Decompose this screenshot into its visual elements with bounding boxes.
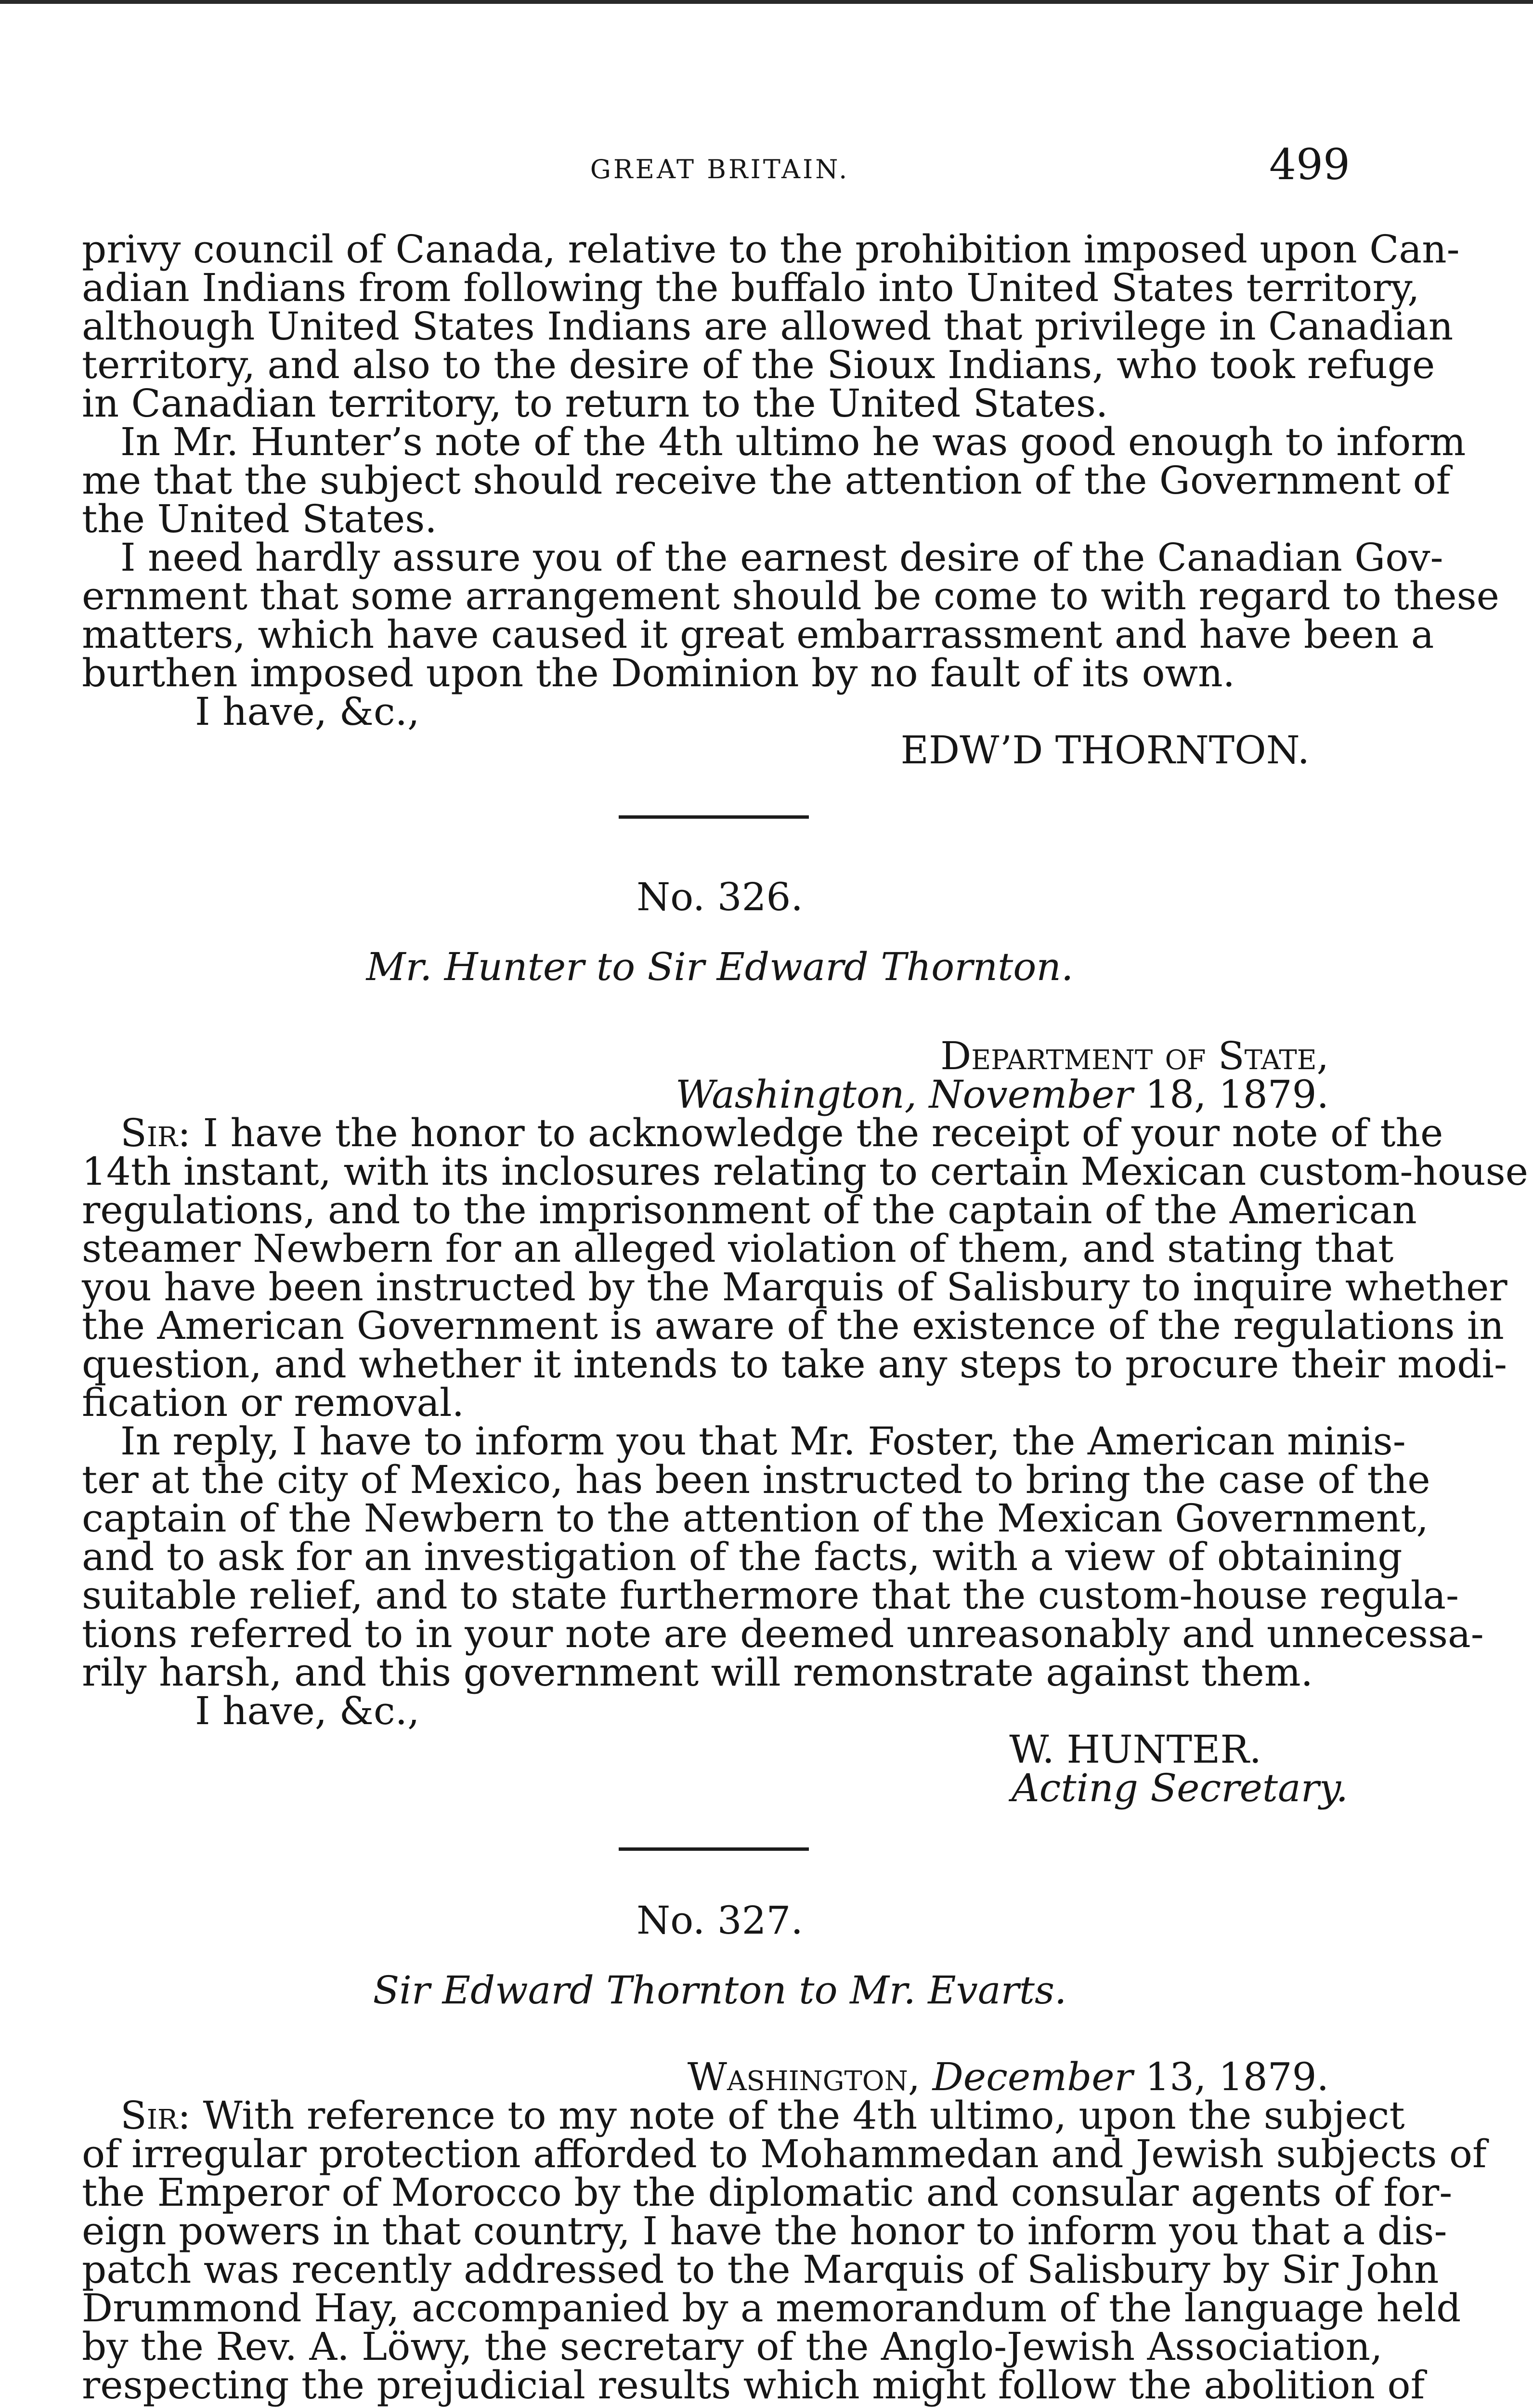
top-border-line [0, 0, 1533, 4]
body-line-text: : With reference to my note of the 4th ultimo, upon the subject [178, 2093, 1405, 2138]
dateline-city: Washington, [687, 2055, 921, 2099]
body-line: the United States. [82, 497, 437, 541]
body-line: patch was recently addressed to the Marquis of Salisbury by Sir John [82, 2247, 1439, 2292]
signature: W. HUNTER. [1009, 1727, 1261, 1772]
page-number: 499 [1269, 140, 1350, 189]
body-line: eign powers in that country, I have the honor to inform you that a dis- [82, 2209, 1447, 2253]
body-line: fication or removal. [82, 1380, 465, 1425]
document-title-text: Sir Edward Thornton to Mr. Evarts. [373, 1968, 1067, 2013]
body-line: captain of the Newbern to the attention of the Mexican Government, [82, 1496, 1429, 1541]
body-line: and to ask for an investigation of the facts, with a view of obtaining [82, 1534, 1403, 1579]
dateline-month: November [929, 1072, 1133, 1117]
document-title [82, 1967, 1358, 2014]
body-line: rily harsh, and this government will remonstrate against them. [82, 1650, 1313, 1695]
signature-title [82, 1765, 1358, 1811]
document-number: No. 326. [637, 875, 803, 919]
body-line: steamer Newbern for an alleged violation of them, and stating that [82, 1226, 1394, 1271]
body-line: suitable relief, and to state furthermore that the custom-house regula- [82, 1573, 1459, 1618]
page-header [82, 140, 1358, 193]
signature: EDW’D THORNTON. [900, 728, 1310, 772]
signature-title-text: Acting Secretary. [1011, 1766, 1348, 1810]
body-line: me that the subject should receive the attention of the Government of [82, 458, 1451, 503]
dateline-day-year: 18, 1879. [1145, 1072, 1329, 1117]
body-line: although United States Indians are allowed that privilege in Canadian [82, 304, 1454, 349]
document-title [82, 944, 1358, 990]
closing-line: I have, &c., [195, 689, 420, 734]
body-line: 14th instant, with its inclosures relating to certain Mexican custom-house [82, 1149, 1529, 1194]
body-line: matters, which have caused it great embarrassment and have been a [82, 612, 1434, 657]
body-line: ernment that some arrangement should be come to with regard to these [82, 574, 1499, 618]
body-line-text: : I have the honor to acknowledge the receipt of your note of the [178, 1111, 1443, 1155]
salutation: Sir [120, 2093, 178, 2138]
body-line: question, and whether it intends to take any steps to procure their modi- [82, 1342, 1507, 1387]
body-line: privy council of Canada, relative to the prohibition imposed upon Can- [82, 227, 1460, 272]
salutation: Sir [120, 1111, 178, 1155]
body-line: Drummond Hay, accompanied by a memorandum of the language held [82, 2286, 1461, 2330]
body-line: In reply, I have to inform you that Mr. Foster, the American minis- [120, 1419, 1406, 1464]
body-line: the American Government is aware of the existence of the regulations in [82, 1303, 1504, 1348]
body-line: of irregular protection afforded to Mohammedan and Jewish subjects of [82, 2132, 1487, 2176]
body-line: by the Rev. A. Löwy, the secretary of the Anglo-Jewish Association, [82, 2324, 1383, 2369]
body-line: I need hardly assure you of the earnest desire of the Canadian Gov- [120, 535, 1443, 580]
body-line: respecting the prejudicial results which might follow the abolition of [82, 2363, 1425, 2408]
section-divider [619, 815, 809, 819]
dateline-day-year: 13, 1879. [1145, 2055, 1329, 2099]
dateline-city: Washington, [675, 1072, 917, 1117]
body-line: territory, and also to the desire of the Sioux Indians, who took refuge [82, 342, 1435, 387]
body-line: you have been instructed by the Marquis of Salisbury to inquire whether [82, 1265, 1507, 1309]
body-line: ter at the city of Mexico, has been instructed to bring the case of the [82, 1457, 1430, 1502]
document-title-text: Mr. Hunter to Sir Edward Thornton. [366, 944, 1074, 989]
body-line: adian Indians from following the buffalo into United States territory, [82, 265, 1420, 310]
body-line: in Canadian territory, to return to the United States. [82, 381, 1108, 426]
body-line: In Mr. Hunter’s note of the 4th ultimo he was good enough to inform [120, 419, 1466, 464]
section-divider [619, 1847, 809, 1851]
document-number: No. 327. [637, 1898, 803, 1943]
department-name: Department of State, [940, 1034, 1329, 1078]
body-line: burthen imposed upon the Dominion by no fault of its own. [82, 651, 1235, 695]
body-line: tions referred to in your note are deemed unreasonably and unnecessa- [82, 1611, 1484, 1656]
closing-line: I have, &c., [195, 1688, 420, 1733]
dateline-month: December [932, 2055, 1133, 2099]
body-line: regulations, and to the imprisonment of the captain of the American [82, 1188, 1417, 1232]
running-title: GREAT BRITAIN. [590, 154, 850, 184]
body-line: the Emperor of Morocco by the diplomatic and consular agents of for- [82, 2170, 1453, 2215]
